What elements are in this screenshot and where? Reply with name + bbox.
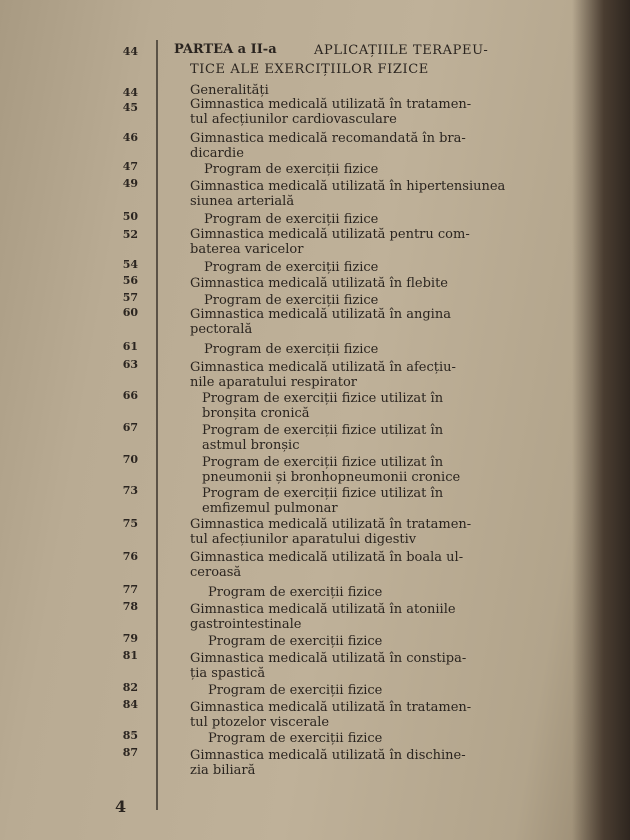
toc-page-number: 60 [122, 306, 138, 319]
toc-entry-title: Gimnastica medicală utilizată în flebite [190, 276, 448, 291]
toc-entry-title: Gimnastica medicală utilizată pentru com- [190, 227, 470, 242]
toc-entry-title: Gimnastica medicală utilizată în afecțiu- [190, 360, 456, 375]
toc-entry-title: Gimnastica medicală utilizată în boala ul- [190, 550, 464, 565]
toc-entry-continuation: pneumonii și bronhopneumonii cronice [202, 470, 461, 485]
toc-entry-title: Gimnastica medicală utilizată în hipertensiunea [190, 179, 506, 194]
toc-page-number: 75 [122, 517, 138, 530]
toc-entry-title: Program de exerciții fizice utilizat în [202, 423, 444, 438]
toc-page-number: 82 [122, 681, 138, 694]
toc-page-number: 54 [122, 258, 138, 271]
toc-entry-continuation: tul afecțiunilor cardiovasculare [190, 112, 397, 127]
toc-entry-title: Program de exerciții fizice [204, 293, 379, 308]
toc-entry-title: Gimnastica medicală utilizată în angina [190, 307, 451, 322]
toc-entry-continuation: gastrointestinale [190, 617, 302, 632]
toc-entry-title: Gimnastica medicală utilizată în dischine- [190, 748, 466, 763]
toc-entry-continuation: astmul bronșic [202, 438, 300, 453]
toc-entry-continuation: ția spastică [190, 666, 266, 681]
toc-page-number: 66 [122, 389, 138, 402]
toc-entry-continuation: tul afecțiunilor aparatului digestiv [190, 532, 417, 547]
toc-entry-title: Program de exerciții fizice utilizat în [202, 391, 444, 406]
page-number: 4 [115, 797, 127, 816]
toc-entry-title: Generalități [190, 83, 269, 98]
toc-page-number: 79 [122, 632, 138, 645]
toc-page-number: 85 [122, 729, 138, 742]
toc-entry-title: Gimnastica medicală utilizată în constipa- [190, 651, 467, 666]
toc-page-number: 45 [122, 101, 138, 114]
toc-entry-title: Program de exerciții fizice [208, 731, 383, 746]
page-edge-shadow [572, 0, 630, 840]
toc-page-number: 67 [122, 421, 138, 434]
column-divider [156, 40, 158, 810]
toc-page-number: 78 [122, 600, 138, 613]
toc-page-number: 46 [122, 131, 138, 144]
toc-entry-title: Gimnastica medicală utilizată în tratamen- [190, 97, 472, 112]
toc-page-number: 84 [122, 698, 138, 711]
toc-entry-title: Program de exerciții fizice [204, 162, 379, 177]
toc-entry-continuation: emfizemul pulmonar [202, 501, 338, 516]
toc-entry-title: Program de exerciții fizice [204, 212, 379, 227]
toc-entry-continuation: baterea varicelor [190, 242, 304, 257]
toc-page-number: 73 [122, 484, 138, 497]
toc-entry-continuation: zia biliară [190, 763, 256, 778]
toc-entry-title: Gimnastica medicală recomandată în bra- [190, 131, 466, 146]
toc-page-number: 87 [122, 746, 138, 759]
toc-page-number: 47 [122, 160, 138, 173]
toc-page-number: 50 [122, 210, 138, 223]
toc-entry-title: Program de exerciții fizice utilizat în [202, 486, 444, 501]
toc-entry-title: Gimnastica medicală utilizată în tratamen- [190, 517, 472, 532]
toc-entry-continuation: pectorală [190, 322, 253, 337]
toc-page-number: 44 [122, 86, 138, 99]
toc-entry-continuation: nile aparatului respirator [190, 375, 358, 390]
toc-entry-title: Program de exerciții fizice utilizat în [202, 455, 444, 470]
toc-page-number: 70 [122, 453, 138, 466]
toc-page-number: 49 [122, 177, 138, 190]
toc-page-number: 81 [122, 649, 138, 662]
toc-entry-title: Program de exerciții fizice [204, 342, 379, 357]
part-title-line2: TICE ALE EXERCIȚIILOR FIZICE [190, 62, 429, 77]
part-label: PARTEA a II-a [174, 42, 277, 57]
part-title-line1: APLICAȚIILE TERAPEU- [314, 43, 489, 58]
toc-entry-title: Program de exerciții fizice [208, 683, 383, 698]
toc-entry-continuation: bronșita cronică [202, 406, 310, 421]
part-page-number: 44 [122, 45, 138, 58]
toc-page-number: 56 [122, 274, 138, 287]
toc-page-number: 77 [122, 583, 138, 596]
toc-entry-title: Gimnastica medicală utilizată în atoniile [190, 602, 456, 617]
toc-page-number: 76 [122, 550, 138, 563]
toc-entry-title: Program de exerciții fizice [208, 585, 383, 600]
toc-entry-title: Program de exerciții fizice [208, 634, 383, 649]
toc-entry-continuation: dicardie [190, 146, 244, 161]
toc-entry-title: Gimnastica medicală utilizată în tratamen- [190, 700, 472, 715]
toc-entry-continuation: siunea arterială [190, 194, 295, 209]
toc-page-number: 61 [122, 340, 138, 353]
toc-page-number: 52 [122, 228, 138, 241]
toc-entry-continuation: ceroasă [190, 565, 242, 580]
toc-page-number: 63 [122, 358, 138, 371]
toc-entry-title: Program de exerciții fizice [204, 260, 379, 275]
toc-entry-continuation: tul ptozelor viscerale [190, 715, 330, 730]
toc-page-number: 57 [122, 291, 138, 304]
